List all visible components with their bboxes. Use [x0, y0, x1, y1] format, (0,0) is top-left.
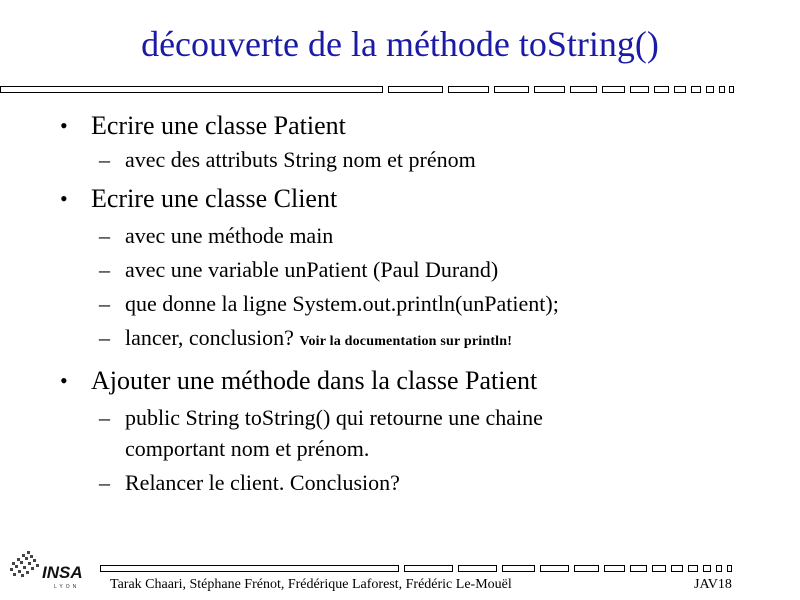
sub-bullet-item — [60, 322, 760, 357]
bullet-text: Ecrire une classe Patient — [91, 111, 346, 140]
sub-bullet-text: public String toString() qui retourne une chaine — [125, 405, 543, 430]
bullet-item — [60, 363, 760, 399]
sub-bullet-item — [60, 144, 760, 175]
sub-bullet-text: lancer, conclusion? — [125, 325, 294, 350]
sub-bullet-text: avec des attributs String nom et prénom — [125, 147, 476, 172]
sub-bullet-item — [60, 402, 760, 464]
footer-authors: Tarak Chaari, Stéphane Frénot, Frédérique Laforest, Frédéric Le-Mouël — [110, 577, 512, 592]
bullet-item — [60, 181, 760, 217]
bullet-text: Ecrire une classe Client — [91, 184, 338, 213]
documentation-note: Voir la documentation sur println! — [299, 334, 513, 349]
logo-subtext: LYON — [54, 584, 80, 590]
bullet-item — [60, 108, 760, 144]
slide-content — [60, 108, 760, 498]
bullet-icon: • — [60, 368, 68, 393]
bullet-icon: • — [60, 113, 68, 138]
slide-title: découverte de la méthode toString() — [141, 24, 659, 64]
sub-bullet-item — [60, 288, 760, 319]
sub-bullet-item — [60, 220, 760, 251]
dash-icon: – — [99, 325, 110, 350]
logo-text: INSA — [42, 563, 83, 582]
dash-icon: – — [99, 405, 110, 430]
sub-bullet-text: Relancer le client. Conclusion? — [125, 470, 400, 495]
sub-bullet-text: que donne la ligne System.out.println(unPatient); — [125, 291, 559, 316]
bullet-text: Ajouter une méthode dans la classe Patient — [91, 366, 538, 395]
sub-bullet-text-continuation: comportant nom et prénom. — [125, 436, 370, 461]
dash-icon: – — [99, 291, 110, 316]
sub-bullet-text: avec une méthode main — [125, 223, 334, 248]
dash-icon: – — [99, 223, 110, 248]
sub-bullet-item — [60, 254, 760, 285]
bottom-decorative-rule — [100, 565, 740, 573]
dash-icon: – — [99, 147, 110, 172]
page-number: JAV18 — [694, 577, 732, 592]
insa-logo — [8, 548, 92, 592]
bullet-icon: • — [60, 186, 68, 211]
dash-icon: – — [99, 470, 110, 495]
top-decorative-rule — [0, 86, 735, 94]
dash-icon: – — [99, 257, 110, 282]
sub-bullet-item — [60, 467, 760, 498]
sub-bullet-text: avec une variable unPatient (Paul Durand) — [125, 257, 499, 282]
